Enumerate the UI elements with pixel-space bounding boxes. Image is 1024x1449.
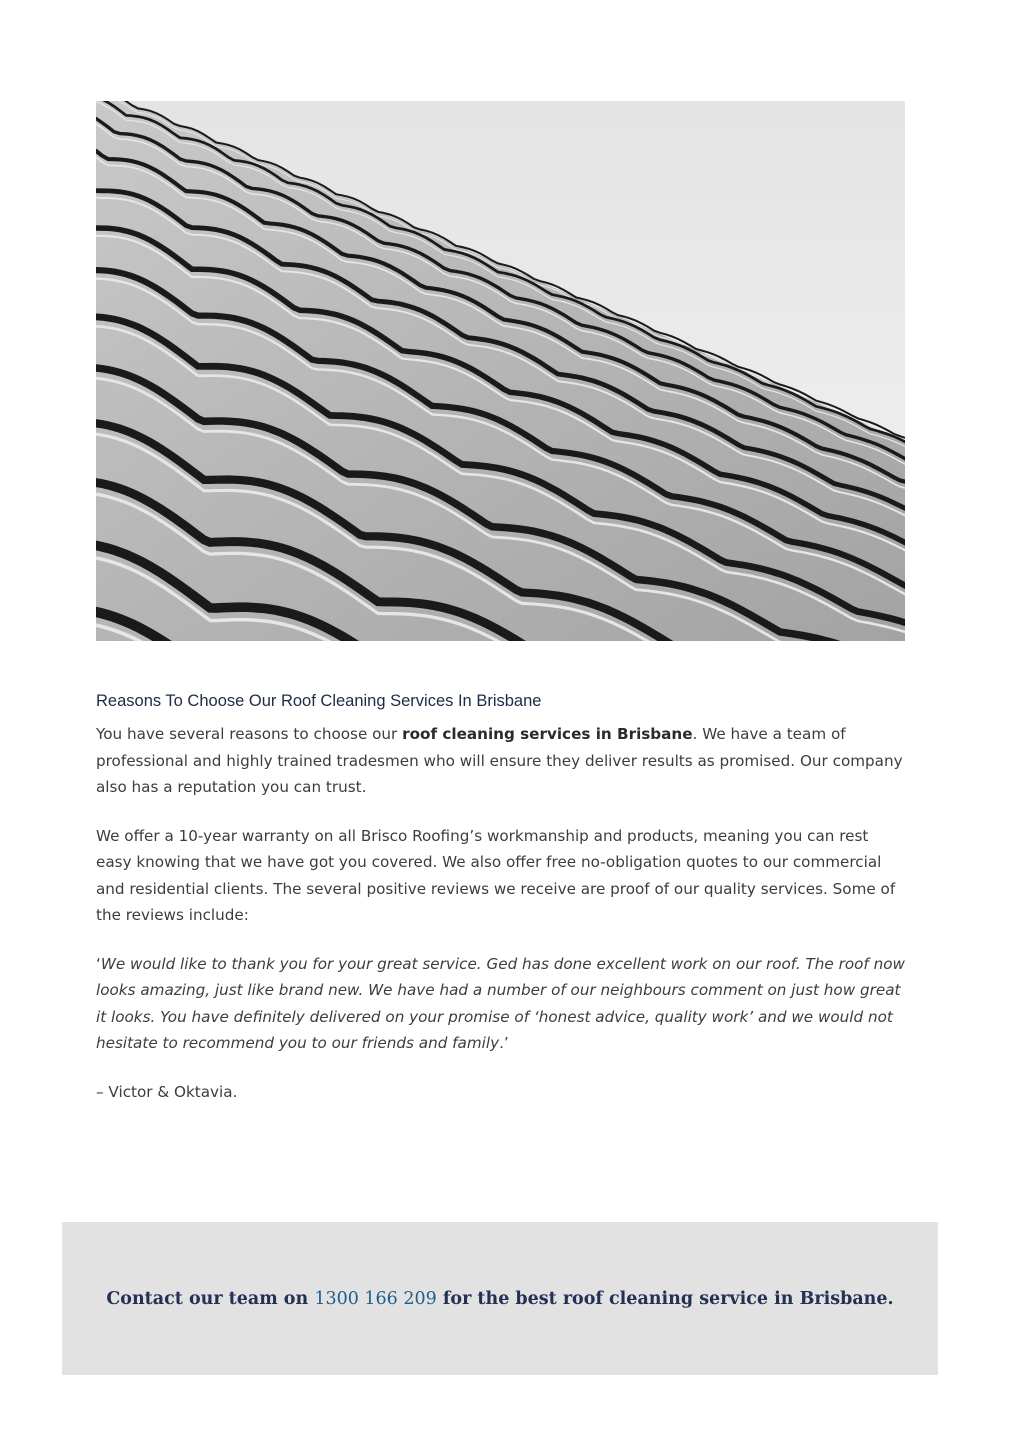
intro-bold-phrase: roof cleaning services in Brisbane (402, 725, 693, 743)
quote-close-mark: .’ (499, 1034, 509, 1052)
intro-text-start: You have several reasons to choose our (96, 725, 403, 743)
review-attribution: – Victor & Oktavia. (96, 1082, 238, 1101)
contact-banner (62, 1222, 938, 1375)
intro-paragraph (96, 721, 906, 801)
roof-tiles-image (96, 101, 905, 641)
contact-text (106, 1289, 893, 1309)
quote-text: We would like to thank you for your great service. Ged has done excellent work on our roof. The roof now looks amazing, just like brand new. We have had a number of our neighbours comment on just how great it looks. You have definitely delivered on your promise of ‘honest advice, quality work’ and we would not hesitate to recommend you to our friends and family (96, 954, 905, 1052)
section-heading: Reasons To Choose Our Roof Cleaning Services In Brisbane (96, 692, 542, 710)
contact-text-start: Contact our team on (106, 1288, 315, 1309)
roof-tiles-photo (96, 101, 905, 641)
review-quote (96, 951, 906, 1057)
warranty-paragraph: We offer a 10-year warranty on all Brisco Roofing’s workmanship and products, meaning you can rest easy knowing that we have got you covered. We also offer free no-obligation quotes to our commercial and residential clients. The several positive reviews we receive are proof of our quality services. Some of the reviews include: (96, 826, 896, 924)
quote-open-mark: ‘ (96, 954, 101, 973)
phone-link[interactable]: 1300 166 209 (314, 1288, 437, 1309)
main-content (96, 692, 906, 1127)
contact-text-end: for the best roof cleaning service in Brisbane. (436, 1288, 894, 1309)
intro-text-end: . We have a team of professional and highly trained tradesmen who will ensure they deliver results as promised. Our company also has a reputation you can trust. (96, 725, 903, 796)
